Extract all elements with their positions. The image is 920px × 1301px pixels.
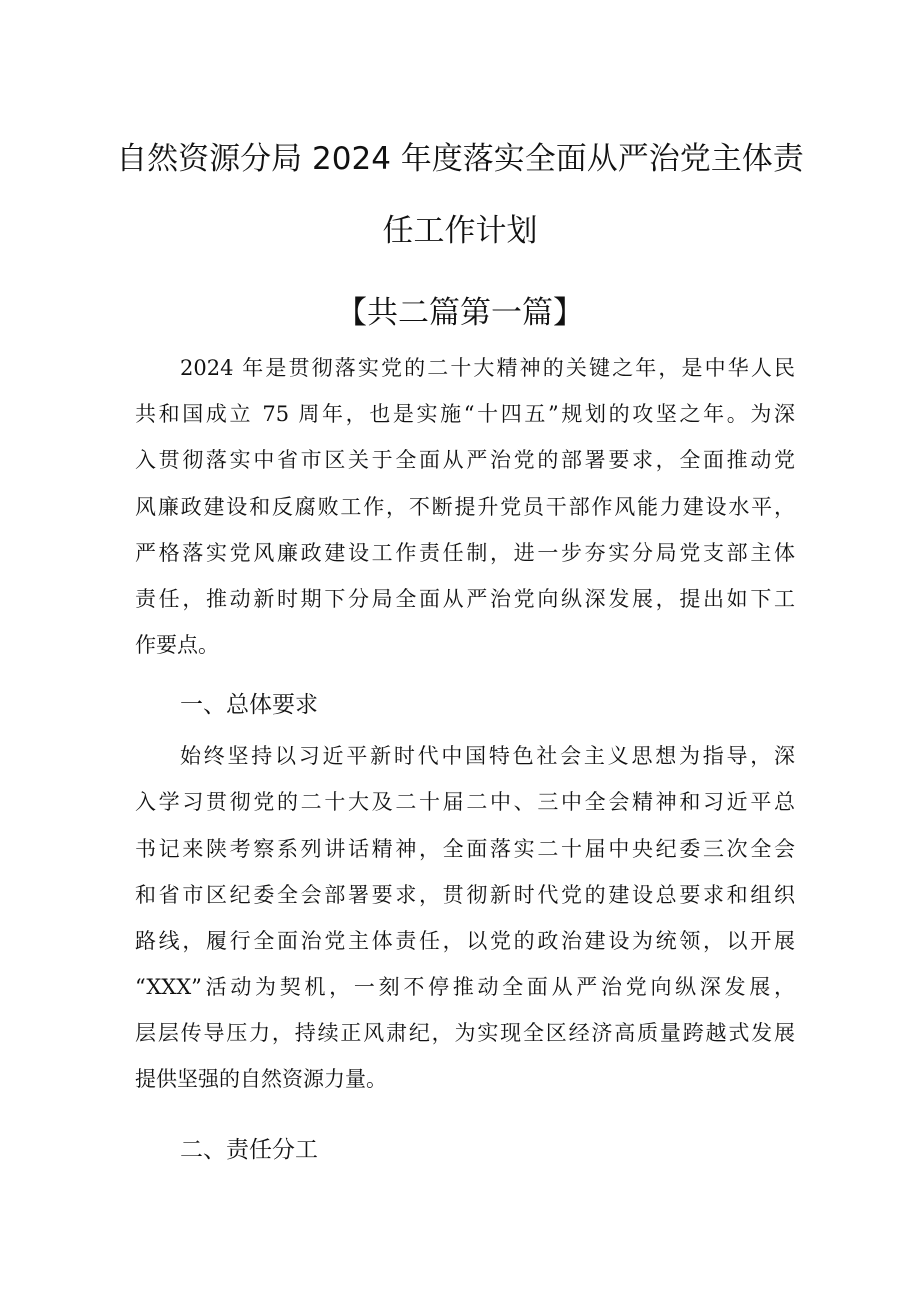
document-title-line-1: 自然资源分局 2024 年度落实全面从严治党主体责 [116, 141, 804, 177]
section1-line: 路线，履行全面治党主体责任，以党的政治建设为统领，以开展 [135, 929, 795, 953]
section1-line: 入学习贯彻党的二十大及二十届二中、三中全会精神和习近平总 [135, 790, 795, 814]
intro-line: 严格落实党风廉政建设工作责任制，进一步夯实分局党支部主体 [135, 541, 795, 565]
document-subtitle: 【共二篇第一篇】 [336, 295, 584, 331]
intro-line: 风廉政建设和反腐败工作，不断提升党员干部作风能力建设水平， [135, 495, 795, 519]
intro-line: 2024 年是贯彻落实党的二十大精神的关键之年，是中华人民 [180, 356, 795, 380]
section-heading-general-requirements: 一、总体要求 [180, 692, 318, 718]
section1-line: 层层传导压力，持续正风肃纪，为实现全区经济高质量跨越式发展 [135, 1021, 795, 1045]
section1-line: 书记来陕考察系列讲话精神，全面落实二十届中央纪委三次全会 [135, 837, 795, 861]
section1-line: 和省市区纪委全会部署要求，贯彻新时代党的建设总要求和组织 [135, 883, 795, 907]
section1-line: 提供坚强的自然资源力量。 [135, 1067, 387, 1091]
intro-line: 责任，推动新时期下分局全面从严治党向纵深发展，提出如下工 [135, 587, 795, 611]
intro-line: 作要点。 [135, 633, 219, 657]
intro-line: 入贯彻落实中省市区关于全面从严治党的部署要求，全面推动党 [135, 448, 795, 472]
document-title-line-2: 任工作计划 [382, 213, 538, 249]
section1-line: “XXX”活动为契机，一刻不停推动全面从严治党向纵深发展， [135, 975, 795, 999]
intro-line: 共和国成立 75 周年，也是实施“十四五”规划的攻坚之年。为深 [135, 402, 795, 426]
section-heading-responsibility-division: 二、责任分工 [180, 1137, 318, 1163]
section1-line: 始终坚持以习近平新时代中国特色社会主义思想为指导，深 [180, 744, 795, 768]
